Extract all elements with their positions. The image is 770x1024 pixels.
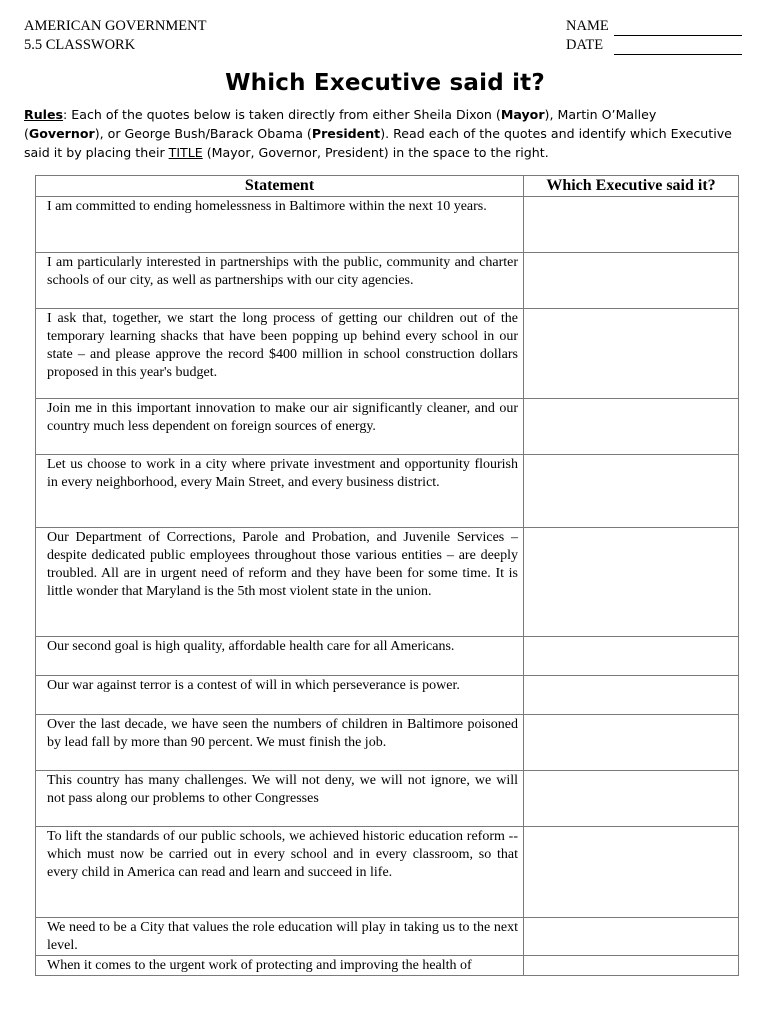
statement-cell: This country has many challenges. We will not deny, we will not ignore, we will not pass along our problems to other Congresses [36,771,524,827]
statement-cell: To lift the standards of our public schools, we achieved historic education reform -- which must now be carried out in every school and in every classroom, so that every child in America can read and learn and succeed in life. [36,827,524,918]
answer-cell[interactable] [524,676,739,715]
rules-text-2: ), Martin O’Malley ( [24,107,657,141]
answer-cell[interactable] [524,827,739,918]
answer-cell[interactable] [524,253,739,309]
table-header-row [36,176,739,197]
statement-cell: Our Department of Corrections, Parole and Probation, and Juvenile Services – despite dedicated public employees throughout those various entities – are deeply troubled. All are in urgent need of reform and they have been for some time. It is little wonder that Maryland is the 5th most violent state in the union. [36,528,524,637]
table-row [36,399,739,455]
statement-cell: Our war against terror is a contest of will in which perseverance is power. [36,676,524,715]
table-row [36,827,739,918]
rules-label: Rules [24,107,64,122]
statement-cell: I am particularly interested in partnerships with the public, community and charter schools of our city, as well as partnerships with our city agencies. [36,253,524,309]
date-row [566,36,742,55]
table-row [36,528,739,637]
statement-cell: I am committed to ending homelessness in Baltimore within the next 10 years. [36,197,524,253]
statement-cell: We need to be a City that values the role education will play in taking us to the next level. [36,918,524,956]
title-word: TITLE [168,145,203,160]
governor-term: Governor [28,126,95,141]
table-row [36,637,739,676]
rules-text-4: ). Read each of the quotes and identify which Executive said it by placing their [24,126,732,160]
mayor-term: Mayor [500,107,545,122]
assignment-label: 5.5 CLASSWORK [24,37,136,53]
president-term: President [311,126,381,141]
course-title: AMERICAN GOVERNMENT [24,18,207,34]
answer-cell[interactable] [524,918,739,956]
table-row [36,253,739,309]
statement-cell: When it comes to the urgent work of protecting and improving the health of [36,956,524,976]
rules-text-3: ), or George Bush/Barack Obama ( [94,126,312,141]
table-row [36,197,739,253]
rules-text-5: (Mayor, Governor, President) in the space to the right. [202,145,549,160]
answer-column-header: Which Executive said it? [524,176,739,197]
date-label: DATE [566,37,604,53]
answer-cell[interactable] [524,715,739,771]
statement-cell: Our second goal is high quality, affordable health care for all Americans. [36,637,524,676]
answer-cell[interactable] [524,197,739,253]
table-row [36,309,739,399]
answer-cell[interactable] [524,528,739,637]
table-row [36,918,739,956]
name-label: NAME [566,18,609,34]
statement-cell: I ask that, together, we start the long process of getting our children out of the temporary learning shacks that have been popping up behind every school in our state – and please approve the record $400 million in school construction dollars proposed in this year's budget. [36,309,524,399]
answer-cell[interactable] [524,309,739,399]
name-field[interactable] [614,20,742,36]
name-row [566,17,742,36]
answer-cell[interactable] [524,956,739,976]
quotes-table [35,175,739,976]
table-row [36,715,739,771]
table-row [36,771,739,827]
page-title: Which Executive said it? [225,70,545,96]
statement-cell: Let us choose to work in a city where private investment and opportunity flourish in every neighborhood, every Main Street, and every business district. [36,455,524,528]
answer-cell[interactable] [524,399,739,455]
header-right [566,17,742,55]
statement-cell: Join me in this important innovation to make our air significantly cleaner, and our country much less dependent on foreign sources of energy. [36,399,524,455]
rules-paragraph [24,105,734,162]
table-row [36,676,739,715]
statement-column-header: Statement [36,176,524,197]
header-left [24,17,206,55]
answer-cell[interactable] [524,637,739,676]
date-field[interactable] [614,39,742,55]
table-row [36,956,739,976]
rules-text-1: : Each of the quotes below is taken directly from either Sheila Dixon ( [63,107,501,122]
statement-cell: Over the last decade, we have seen the numbers of children in Baltimore poisoned by lead fall by more than 90 percent. We must finish the job. [36,715,524,771]
answer-cell[interactable] [524,455,739,528]
table-row [36,455,739,528]
answer-cell[interactable] [524,771,739,827]
